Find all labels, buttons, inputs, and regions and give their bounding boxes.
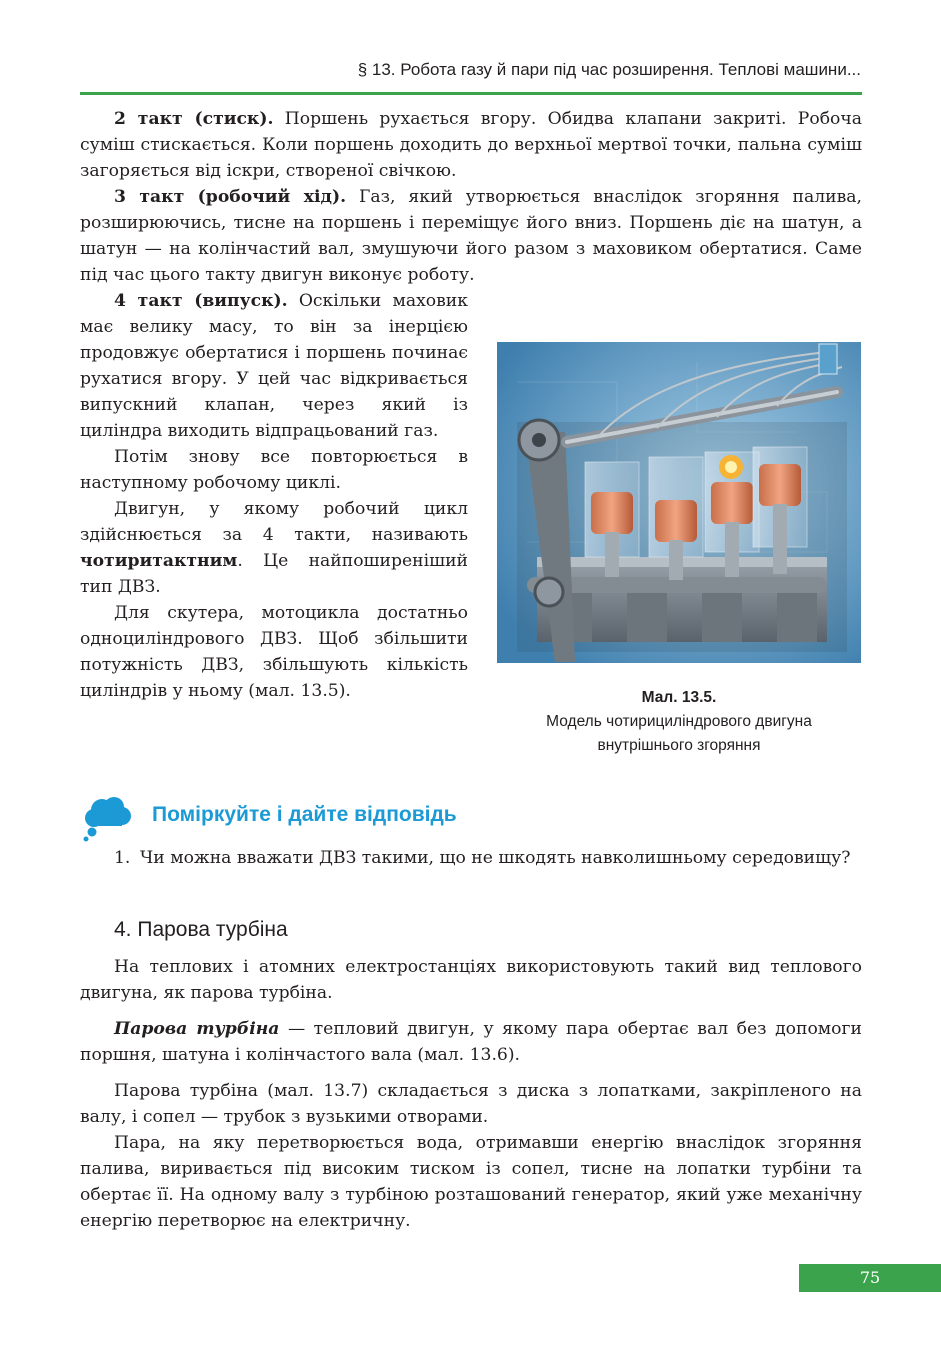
definition-term: Парова турбіна bbox=[114, 1019, 280, 1039]
paragraph-stroke-4 bbox=[80, 288, 468, 444]
list-item bbox=[114, 845, 862, 871]
paragraph-scooter: Для скутера, мотоцикла достатньо одноциліндрового ДВЗ. Щоб збільшити потужність ДВЗ, збільшують кількість циліндрів у ньому (мал. 13.5). bbox=[80, 603, 468, 701]
section-heading: 4. Парова турбіна bbox=[114, 918, 288, 941]
question-number: 1. bbox=[114, 848, 131, 868]
four-stroke-before: Двигун, у якому робочий цикл здійснюється за 4 такти, називають bbox=[80, 499, 468, 545]
paragraph-turbine-operation: Пара, на яку перетворюється вода, отримавши енергію внаслідок згоряння палива, виривається під високим тиском із сопел, тисне на лопатки турбіни та обертає її. На одному валу з турбіною розташований генератор, який уже механічну енергію перетворює на електричну. bbox=[80, 1133, 862, 1231]
figure-caption-line-1: Модель чотирициліндрового двигуна bbox=[546, 713, 812, 730]
paragraph-turbine-structure: Парова турбіна (мал. 13.7) складається з диска з лопатками, закріпленого на валу, і сопел — трубок з вузькими отворами. bbox=[80, 1081, 862, 1127]
header-rule bbox=[80, 92, 862, 95]
running-header: § 13. Робота газу й пари під час розширення. Теплові машини... bbox=[357, 60, 861, 79]
cloud-icon bbox=[82, 796, 132, 842]
four-stroke-term: чотиритактним bbox=[80, 551, 238, 571]
figure-caption-line-2: внутрішнього згоряння bbox=[597, 737, 761, 754]
stroke-2-label: 2 такт (стиск). bbox=[114, 109, 274, 129]
question-list bbox=[114, 845, 862, 871]
section-4-text bbox=[80, 954, 862, 1234]
engine-model-image bbox=[497, 342, 861, 663]
four-stroke-after: . Це найпоширеніший тип ДВЗ. bbox=[80, 551, 468, 597]
definition-text: — тепловий двигун, у якому пара обертає вал без допомоги поршня, шатуна і колінчастого вала (мал. 13.6). bbox=[80, 1019, 862, 1065]
paragraph-four-stroke bbox=[80, 496, 468, 600]
paragraph-definition bbox=[80, 1016, 862, 1068]
paragraph-stroke-2 bbox=[80, 106, 862, 184]
paragraph-stroke-3 bbox=[80, 184, 862, 288]
paragraph-power-plants: На теплових і атомних електростанціях використовують такий вид теплового двигуна, як парова турбіна. bbox=[80, 957, 862, 1003]
think-title: Поміркуйте і дайте відповідь bbox=[152, 803, 457, 826]
stroke-3-label: 3 такт (робочий хід). bbox=[114, 187, 347, 207]
stroke-4-text: Оскільки маховик має велику масу, то він за інерцією продовжує обертатися і поршень починає рухатися вгору. У цей час відкривається випускний клапан, через який із циліндра виходить відпрацьований газ. bbox=[80, 291, 468, 441]
paragraph-cycle-repeat: Потім знову все повторюється в наступному робочому циклі. bbox=[80, 447, 468, 493]
question-text: Чи можна вважати ДВЗ такими, що не шкодять навколишньому середовищу? bbox=[140, 848, 851, 868]
stroke-3-text: Газ, який утворюється внаслідок згоряння палива, розширюючись, тисне на поршень і переміщує його вниз. Поршень діє на шатун, а шатун — на колінчастий вал, змушуючи його разом з маховиком обертатися. Саме під час цього такту двигун виконує роботу. bbox=[80, 187, 862, 285]
top-text-block bbox=[80, 106, 862, 288]
stroke-4-label: 4 такт (випуск). bbox=[114, 291, 288, 311]
engine-illustration bbox=[497, 342, 861, 663]
page-number: 75 bbox=[799, 1264, 941, 1292]
left-column bbox=[80, 288, 468, 704]
figure-number: Мал. 13.5. bbox=[641, 689, 717, 706]
stroke-2-text: Поршень рухається вгору. Обидва клапани закриті. Робоча суміш стискається. Коли поршень доходить до верхньої мертвої точки, пальна суміш загоряється від іскри, створеної свічкою. bbox=[80, 109, 862, 181]
figure-caption bbox=[497, 686, 861, 758]
